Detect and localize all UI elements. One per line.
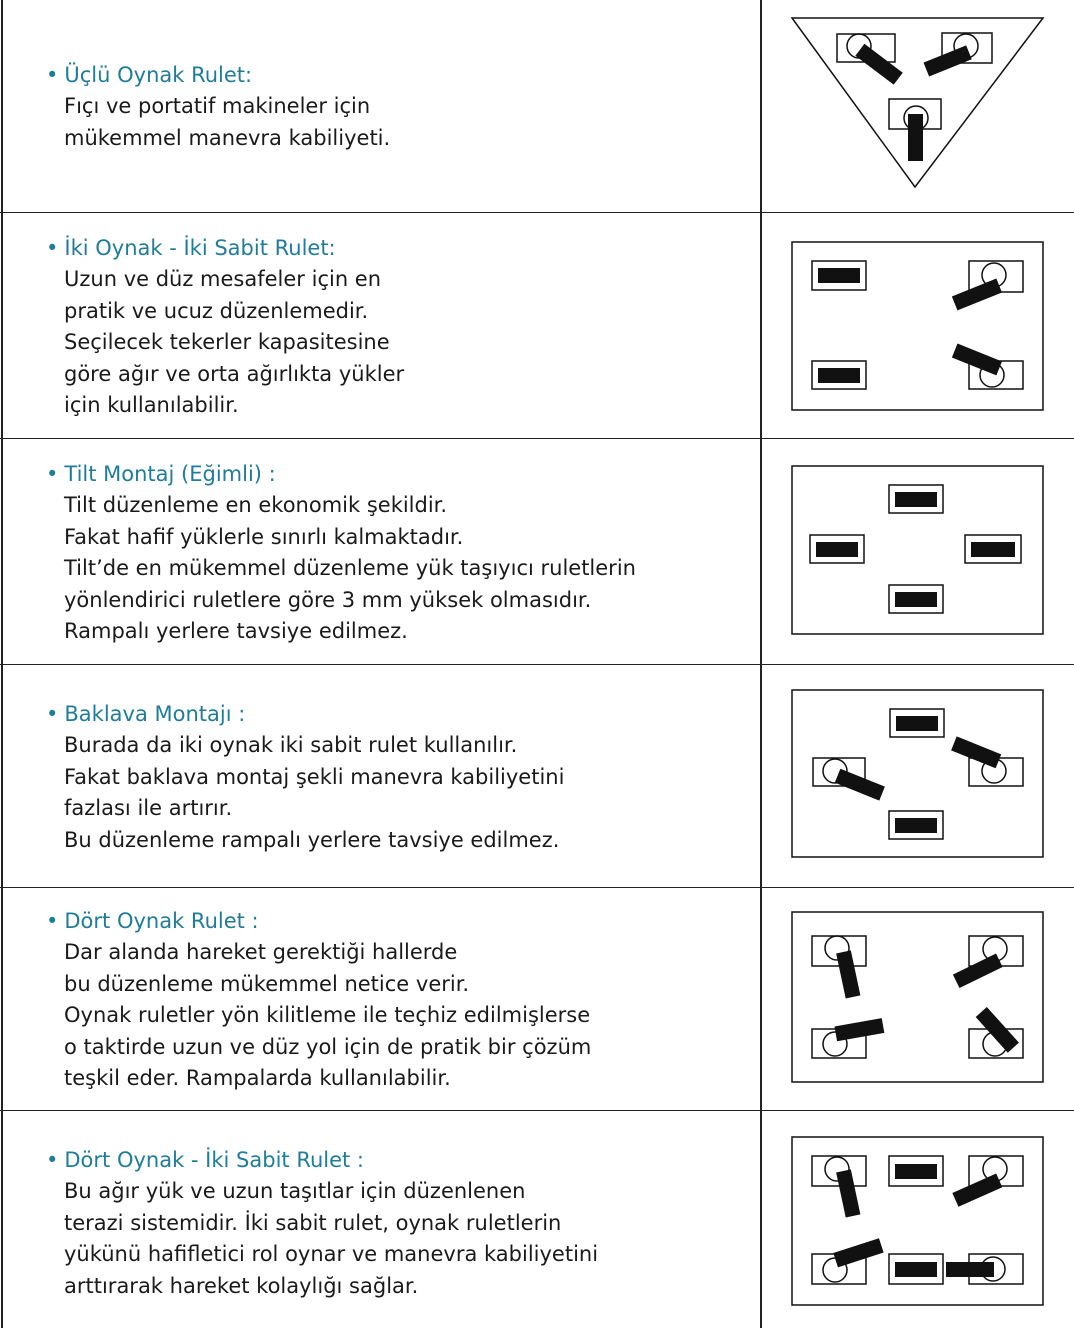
- triangle-frame: [792, 18, 1043, 187]
- row-text: [46, 459, 636, 648]
- swivel-caster-icon: [953, 936, 1023, 988]
- fixed-caster-icon: [889, 485, 943, 513]
- fixed-caster-icon: [965, 535, 1021, 563]
- row-line: Burada da iki oynak iki sabit rulet kullanılır.: [64, 733, 518, 757]
- row-text: [46, 233, 404, 422]
- row-line: yönlendirici ruletlere göre 3 mm yüksek olmasıdır.: [64, 587, 592, 612]
- vehicle-frame: [792, 242, 1043, 410]
- swivel-caster-icon: [951, 736, 1023, 786]
- swivel-caster-icon: [837, 34, 903, 85]
- fixed-caster-icon: [810, 535, 864, 563]
- table-row: [0, 1111, 1074, 1328]
- row-line: Fakat baklava montaj şekli manevra kabiliyetini: [64, 764, 565, 789]
- fixed-caster-icon: [890, 709, 944, 737]
- row-line: için kullanılabilir.: [64, 393, 239, 417]
- table-row: [0, 665, 1074, 888]
- two-swivel-two-fixed-diagram: [760, 213, 1074, 439]
- tilt-mount-diagram: [760, 439, 1074, 665]
- row-line: Seçilecek tekerler kapasitesine: [64, 330, 390, 354]
- row-title: • Dört Oynak Rulet :: [46, 909, 259, 933]
- swivel-caster-icon: [952, 261, 1023, 310]
- row-line: Uzun ve düz mesafeler için en: [64, 267, 382, 291]
- row-text: [46, 1145, 598, 1302]
- row-line: pratik ve ucuz düzenlemedir.: [64, 298, 369, 323]
- fixed-caster-icon: [889, 1156, 943, 1186]
- diamond-mount-diagram: [760, 665, 1074, 888]
- fixed-caster-icon: [889, 1254, 943, 1284]
- row-line: teşkil eder. Rampalarda kullanılabilir.: [64, 1066, 451, 1090]
- swivel-caster-icon: [812, 1156, 866, 1217]
- row-line: yükünü hafifletici rol oynar ve manevra kabiliyetini: [64, 1242, 599, 1266]
- row-line: mükemmel manevra kabiliyeti.: [64, 125, 391, 150]
- row-title: • Tilt Montaj (Eğimli) :: [46, 462, 276, 486]
- row-title: • Üçlü Oynak Rulet:: [46, 63, 253, 87]
- fixed-caster-icon: [889, 811, 943, 839]
- swivel-caster-icon: [812, 936, 866, 998]
- row-line: göre ağır ve orta ağırlıkta yükler: [64, 361, 405, 386]
- swivel-caster-icon: [889, 99, 941, 161]
- row-line: Tilt’de en mükemmel düzenleme yük taşıyıcı ruletlerin: [64, 556, 636, 580]
- swivel-caster-icon: [812, 1238, 884, 1284]
- row-line: Rampalı yerlere tavsiye edilmez.: [64, 619, 408, 643]
- row-title: • Dört Oynak - İki Sabit Rulet :: [46, 1148, 365, 1172]
- four-swivel-two-fixed-diagram: [760, 1111, 1074, 1328]
- row-text: [46, 60, 390, 154]
- row-line: o taktirde uzun ve düz yol için de pratik bir çözüm: [64, 1034, 592, 1059]
- fixed-caster-icon: [812, 361, 866, 389]
- row-text: [46, 906, 591, 1095]
- row-line: fazlası ile artırır.: [64, 796, 233, 820]
- swivel-caster-icon: [952, 1156, 1023, 1207]
- row-line: Bu düzenleme rampalı yerlere tavsiye edilmez.: [64, 827, 560, 852]
- swivel-caster-icon: [946, 1254, 1023, 1284]
- row-line: Dar alanda hareket gerektiği hallerde: [64, 940, 458, 964]
- fixed-caster-icon: [889, 585, 943, 613]
- fixed-caster-icon: [812, 261, 866, 290]
- row-title: • İki Oynak - İki Sabit Rulet:: [46, 236, 336, 260]
- row-line: Fakat hafif yüklerle sınırlı kalmaktadır.: [64, 524, 464, 549]
- row-line: bu düzenleme mükemmel netice verir.: [64, 971, 470, 996]
- table-row: [0, 888, 1074, 1111]
- triangle-three-swivel-diagram: [760, 0, 1074, 213]
- table-row: [0, 0, 1074, 213]
- row-line: Fıçı ve portatif makineler için: [64, 94, 371, 118]
- column-divider: [760, 0, 762, 1328]
- row-line: Bu ağır yük ve uzun taşıtlar için düzenlenen: [64, 1179, 526, 1203]
- row-line: Oynak ruletler yön kilitleme ile teçhiz edilmişlerse: [64, 1003, 591, 1027]
- row-line: terazi sistemidir. İki sabit rulet, oynak ruletlerin: [64, 1210, 562, 1235]
- row-title: • Baklava Montajı :: [46, 702, 246, 726]
- swivel-caster-icon: [969, 1007, 1023, 1058]
- row-text: [46, 699, 564, 856]
- table-row: [0, 439, 1074, 665]
- swivel-caster-icon: [812, 1018, 884, 1058]
- row-line: arttırarak hareket kolaylığı sağlar.: [64, 1273, 419, 1298]
- four-swivel-diagram: [760, 888, 1074, 1111]
- swivel-caster-icon: [924, 33, 992, 77]
- swivel-caster-icon: [813, 758, 885, 801]
- swivel-caster-icon: [952, 344, 1023, 389]
- row-line: Tilt düzenleme en ekonomik şekildir.: [64, 493, 448, 517]
- vehicle-frame: [792, 912, 1043, 1082]
- table-row: [0, 213, 1074, 439]
